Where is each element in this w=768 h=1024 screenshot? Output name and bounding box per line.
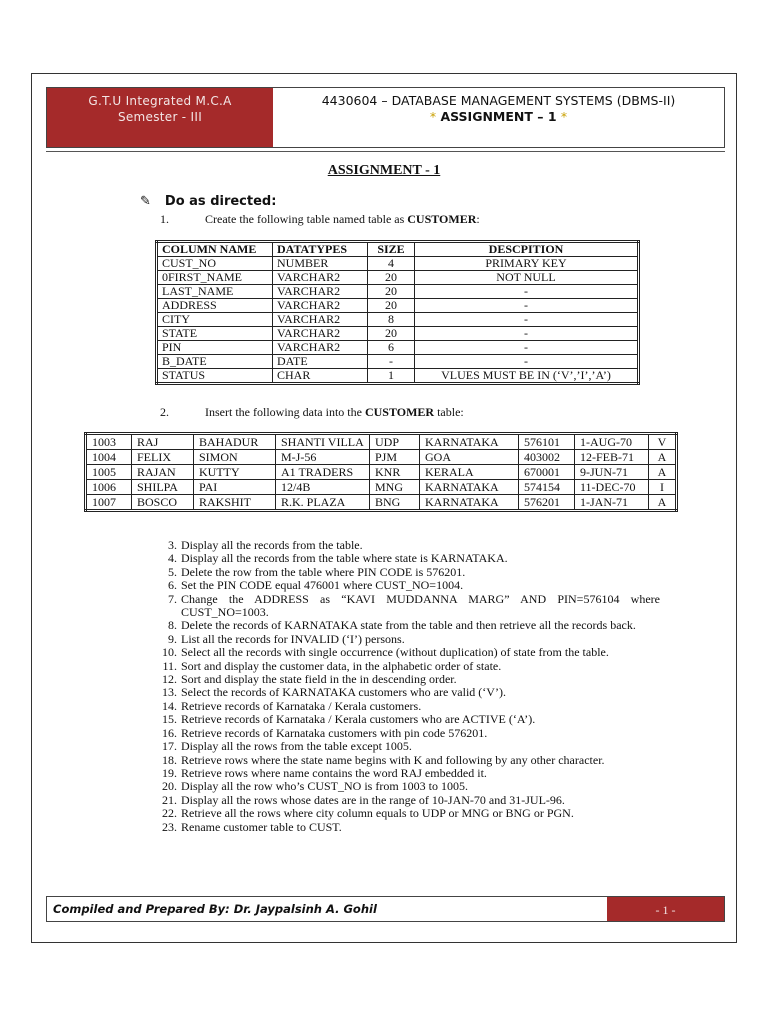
list-item (155, 686, 660, 699)
list-item (155, 579, 660, 592)
table-cell: SHANTI VILLA (276, 434, 370, 450)
directed-heading (140, 194, 276, 209)
table-cell: 574154 (519, 480, 575, 495)
table-cell: PJM (370, 450, 420, 465)
column-header: DATATYPES (273, 242, 368, 257)
table-cell: RAJAN (132, 465, 194, 480)
question-text: Change the ADDRESS as “KAVI MUDDANNA MARG” AND PIN=576104 where CUST_NO=1003. (181, 591, 660, 620)
table-cell: 403002 (519, 450, 575, 465)
table-cell: FELIX (132, 450, 194, 465)
column-header: SIZE (368, 242, 415, 257)
table-cell: RAKSHIT (194, 495, 276, 511)
list-item (155, 821, 660, 834)
star-icon: * (560, 109, 568, 124)
table-cell: SHILPA (132, 480, 194, 495)
table-cell: NUMBER (273, 257, 368, 271)
table-cell: PRIMARY KEY (415, 257, 639, 271)
table-cell: 12/4B (276, 480, 370, 495)
table-cell: 4 (368, 257, 415, 271)
table-cell: V (649, 434, 677, 450)
table-cell: 0FIRST_NAME (157, 271, 273, 285)
table-cell: - (415, 327, 639, 341)
question-text: Retrieve records of Karnataka customers with pin code 576201. (181, 725, 488, 740)
question-number: 13. (162, 685, 177, 700)
table-row (86, 495, 677, 511)
customer-schema-table (155, 240, 640, 385)
table-cell: CHAR (273, 369, 368, 384)
table-cell: A (649, 450, 677, 465)
table-row (86, 434, 677, 450)
question-text: Delete the row from the table where PIN CODE is 576201. (181, 564, 466, 579)
table-cell: 20 (368, 271, 415, 285)
list-item (155, 646, 660, 659)
table-cell: BNG (370, 495, 420, 511)
table-cell: KERALA (420, 465, 519, 480)
question-text: Display all the rows whose dates are in the range of 10-JAN-70 and 31-JUL-96. (181, 792, 565, 807)
table-row (157, 355, 639, 369)
header-assignment-line (273, 109, 724, 125)
list-item (155, 713, 660, 726)
table-cell: 1003 (86, 434, 132, 450)
table-cell: KUTTY (194, 465, 276, 480)
table-cell: - (415, 299, 639, 313)
table-cell: LAST_NAME (157, 285, 273, 299)
question-number: 6. (168, 578, 177, 593)
table-row (157, 285, 639, 299)
directed-label: Do as directed: (164, 194, 277, 209)
list-item (155, 700, 660, 713)
table-cell: R.K. PLAZA (276, 495, 370, 511)
table-cell: 1-JAN-71 (575, 495, 649, 511)
list-item (155, 619, 660, 632)
table-cell: VARCHAR2 (273, 271, 368, 285)
question-text: Display all the rows from the table except 1005. (181, 739, 412, 754)
question-text: Set the PIN CODE equal 476001 where CUST_NO=1004. (181, 578, 464, 593)
question-text: Display all the records from the table. (181, 538, 363, 552)
table-cell: PAI (194, 480, 276, 495)
table-cell: 12-FEB-71 (575, 450, 649, 465)
table-cell: STATUS (157, 369, 273, 384)
table-row (157, 257, 639, 271)
question-text: Retrieve rows where the state name begins with K and following by any other character. (181, 752, 605, 767)
list-item (155, 660, 660, 673)
question-number: 21. (162, 792, 177, 807)
header-assignment: ASSIGNMENT – 1 (440, 109, 557, 124)
table-cell: 1005 (86, 465, 132, 480)
table-row (86, 450, 677, 465)
table-cell: KARNATAKA (420, 480, 519, 495)
question-number: 15. (162, 712, 177, 727)
question-text: Insert the following data into the (205, 405, 365, 419)
table-cell: 20 (368, 327, 415, 341)
list-item (155, 794, 660, 807)
table-cell: MNG (370, 480, 420, 495)
question-text: Sort and display the state field in the in descending order. (181, 672, 457, 687)
header-program: G.T.U Integrated M.C.A (88, 94, 232, 108)
question-tail: : (476, 212, 480, 226)
table-cell: 6 (368, 341, 415, 355)
question-text: List all the records for INVALID (‘I’) persons. (181, 631, 405, 646)
table-cell: KARNATAKA (420, 434, 519, 450)
question-text: Retrieve records of Karnataka / Kerala customers. (181, 698, 422, 713)
table-cell: PIN (157, 341, 273, 355)
table-cell: 11-DEC-70 (575, 480, 649, 495)
table-row (157, 341, 639, 355)
list-item (155, 539, 660, 552)
table-cell: M-J-56 (276, 450, 370, 465)
question-text: Rename customer table to CUST. (181, 819, 342, 834)
table-row (157, 313, 639, 327)
table-cell: DATE (273, 355, 368, 369)
table-cell: 9-JUN-71 (575, 465, 649, 480)
table-cell: A (649, 465, 677, 480)
header-course: 4430604 – DATABASE MANAGEMENT SYSTEMS (DBMS-II) (321, 93, 676, 108)
list-item (155, 780, 660, 793)
list-item (155, 727, 660, 740)
table-cell: 1 (368, 369, 415, 384)
page-number: - 1 - (607, 897, 724, 921)
table-cell: B_DATE (157, 355, 273, 369)
question-number: 3. (168, 538, 177, 552)
table-cell: UDP (370, 434, 420, 450)
list-item (155, 633, 660, 646)
page-title: ASSIGNMENT - 1 (327, 163, 441, 178)
table-cell: 20 (368, 285, 415, 299)
table-cell: KARNATAKA (420, 495, 519, 511)
table-cell: BOSCO (132, 495, 194, 511)
table-cell: A (649, 495, 677, 511)
question-number: 17. (162, 739, 177, 754)
table-cell: BAHADUR (194, 434, 276, 450)
table-cell: 576101 (519, 434, 575, 450)
table-cell: - (415, 355, 639, 369)
table-cell: 1007 (86, 495, 132, 511)
question-2 (160, 405, 464, 420)
question-number: 19. (162, 765, 177, 780)
question-text: Retrieve rows where name contains the word RAJ embedded it. (181, 765, 487, 780)
footer-credit: Compiled and Prepared By: Dr. Jaypalsinh A. Gohil (53, 902, 377, 916)
question-number: 1. (160, 212, 169, 226)
table-cell: VLUES MUST BE IN (‘V’,’I’,’A’) (415, 369, 639, 384)
list-item (155, 673, 660, 686)
question-number: 5. (168, 564, 177, 579)
list-item (155, 767, 660, 780)
table-header-row (157, 242, 639, 257)
question-table-name: CUSTOMER (364, 405, 435, 419)
question-text: Select the records of KARNATAKA customers who are valid (‘V’). (181, 685, 506, 700)
question-text: Delete the records of KARNATAKA state from the table and then retrieve all the records back. (181, 618, 636, 633)
table-cell: 670001 (519, 465, 575, 480)
table-cell: VARCHAR2 (273, 299, 368, 313)
list-item (155, 807, 660, 820)
question-number: 23. (162, 819, 177, 834)
question-text: Select all the records with single occurrence (without duplication) of state from the table. (181, 645, 609, 660)
table-cell: - (415, 313, 639, 327)
table-cell: VARCHAR2 (273, 327, 368, 341)
question-number: 16. (162, 725, 177, 740)
table-cell: 1004 (86, 450, 132, 465)
table-cell: 8 (368, 313, 415, 327)
table-row (157, 327, 639, 341)
question-list (155, 539, 660, 834)
question-number: 14. (162, 698, 177, 713)
table-row (157, 369, 639, 384)
table-cell: SIMON (194, 450, 276, 465)
question-table-name: CUSTOMER (407, 212, 477, 226)
question-number: 8. (168, 618, 177, 633)
table-cell: VARCHAR2 (273, 341, 368, 355)
table-cell: RAJ (132, 434, 194, 450)
question-text: Sort and display the customer data, in the alphabetic order of state. (181, 658, 502, 673)
table-cell: A1 TRADERS (276, 465, 370, 480)
question-number: 9. (168, 631, 177, 646)
column-header: DESCPITION (415, 242, 639, 257)
table-cell: I (649, 480, 677, 495)
question-tail: table: (434, 405, 464, 419)
question-text: Retrieve all the rows where city column equals to UDP or MNG or BNG or PGN. (181, 806, 574, 821)
table-cell: - (415, 341, 639, 355)
table-cell: 576201 (519, 495, 575, 511)
list-item (155, 754, 660, 767)
table-cell: ADDRESS (157, 299, 273, 313)
question-number: 12. (162, 672, 177, 687)
pushpin-icon: ✎ (140, 194, 151, 209)
question-text: Display all the row who’s CUST_NO is from 1003 to 1005. (181, 779, 468, 794)
table-cell: 20 (368, 299, 415, 313)
question-number: 20. (162, 779, 177, 794)
table-cell: STATE (157, 327, 273, 341)
table-cell: VARCHAR2 (273, 313, 368, 327)
list-item (155, 593, 660, 620)
page-footer (46, 896, 725, 922)
table-cell: KNR (370, 465, 420, 480)
table-cell: 1-AUG-70 (575, 434, 649, 450)
table-cell: CUST_NO (157, 257, 273, 271)
table-cell: NOT NULL (415, 271, 639, 285)
question-text: Create the following table named table as (205, 212, 408, 226)
star-icon: * (429, 109, 437, 124)
column-header: COLUMN NAME (157, 242, 273, 257)
table-row (157, 299, 639, 313)
table-row (86, 480, 677, 495)
question-number: 11. (162, 658, 177, 673)
table-cell: - (415, 285, 639, 299)
question-text: Retrieve records of Karnataka / Kerala customers who are ACTIVE (‘A’). (181, 712, 536, 727)
table-row (86, 465, 677, 480)
header-semester: Semester - III (117, 110, 203, 124)
table-cell: 1006 (86, 480, 132, 495)
table-cell: - (368, 355, 415, 369)
customer-data-table (84, 432, 678, 512)
question-number: 2. (160, 405, 169, 419)
table-cell: GOA (420, 450, 519, 465)
table-row (157, 271, 639, 285)
header-divider (46, 151, 725, 152)
header-course-box (273, 88, 724, 147)
question-text: Display all the records from the table where state is KARNATAKA. (181, 551, 508, 566)
table-cell: VARCHAR2 (273, 285, 368, 299)
list-item (155, 740, 660, 753)
document-header (46, 87, 725, 148)
list-item (155, 552, 660, 565)
question-number: 7. (168, 591, 177, 606)
question-number: 4. (168, 551, 177, 566)
list-item (155, 566, 660, 579)
header-program-box (47, 88, 273, 147)
question-number: 22. (162, 806, 177, 821)
table-cell: CITY (157, 313, 273, 327)
question-number: 10. (162, 645, 177, 660)
question-1 (160, 212, 480, 227)
question-number: 18. (162, 752, 177, 767)
